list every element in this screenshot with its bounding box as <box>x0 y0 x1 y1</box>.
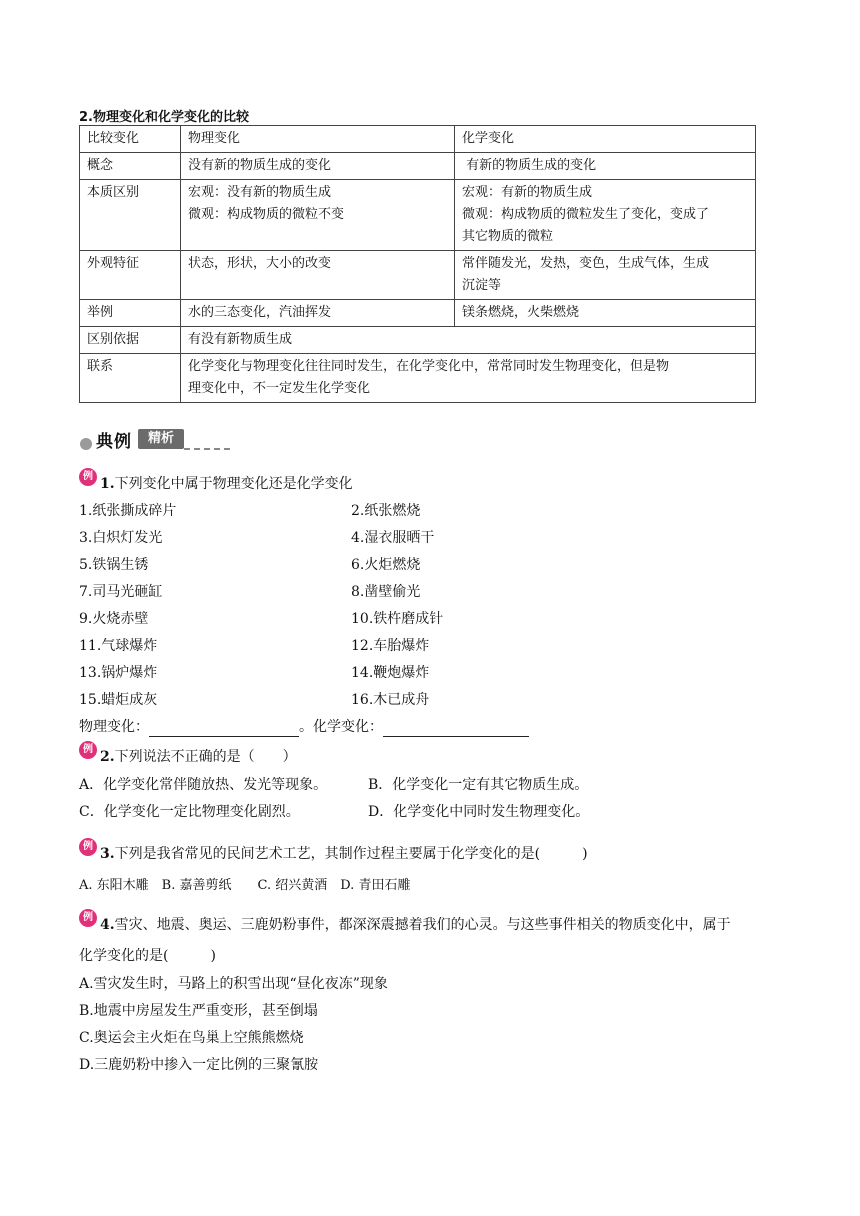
physical-cell <box>181 180 455 251</box>
q1-item: 11.气球爆炸 <box>79 638 158 654</box>
cell-line: 宏观：有新的物质生成 <box>462 185 593 200</box>
q1-item: 2.纸张燃烧 <box>351 503 421 519</box>
table-row <box>80 180 756 251</box>
q1-item: 1.纸张撕成碎片 <box>79 503 177 519</box>
q4-stem <box>100 915 731 935</box>
q4-option: D.三鹿奶粉中掺入一定比例的三聚氰胺 <box>79 1057 319 1073</box>
q4-option: B.地震中房屋发生严重变形，甚至倒塌 <box>79 1003 318 1019</box>
cell-line: 理变化中，不一定发生化学变化 <box>188 381 371 396</box>
q3-stem <box>100 844 588 864</box>
chemical-answer-blank[interactable] <box>383 722 529 737</box>
q3-number: 3. <box>100 846 115 862</box>
table-row <box>80 327 756 354</box>
q1-item: 16.木已成舟 <box>351 692 430 708</box>
q4-stem-cont: 化学变化的是( ) <box>79 948 216 964</box>
q1-answer-line <box>79 717 529 737</box>
example-badge-icon: 例 <box>79 741 97 759</box>
physical-cell: 水的三态变化，汽油挥发 <box>181 300 455 327</box>
q2-option: A．化学变化常伴随放热、发光等现象。 <box>79 777 328 793</box>
chemical-cell <box>455 153 756 180</box>
q1-item: 13.锅炉爆炸 <box>79 665 158 681</box>
q1-stem <box>100 474 353 494</box>
cell-line: 微观：构成物质的微粒发生了变化，变成了 <box>462 207 710 222</box>
q2-number: 2. <box>100 749 115 765</box>
cell-line: 沉淀等 <box>462 278 502 293</box>
chemical-cell: 镁条燃烧，火柴燃烧 <box>455 300 756 327</box>
example-badge-icon: 例 <box>79 909 97 927</box>
row-label: 本质区别 <box>80 180 181 251</box>
table-row <box>80 153 756 180</box>
table-row <box>80 300 756 327</box>
table-header: 物理变化 <box>181 126 455 153</box>
merged-cell: 有没有新物质生成 <box>181 327 756 354</box>
table-row <box>80 354 756 403</box>
q1-item: 15.蜡炬成灰 <box>79 692 158 708</box>
cell-line: 常伴随发光，发热，变色，生成气体，生成 <box>462 256 710 271</box>
table-header: 比较变化 <box>80 126 181 153</box>
example-badge-icon: 例 <box>79 468 97 486</box>
q1-item: 5.铁锅生锈 <box>79 557 149 573</box>
physical-answer-blank[interactable] <box>149 722 299 737</box>
q4-option: A.雪灾发生时，马路上的积雪出现“昼化夜冻”现象 <box>79 976 388 992</box>
q2-option: B．化学变化一定有其它物质生成。 <box>368 777 589 793</box>
banner-title: 典例 <box>96 432 132 452</box>
physical-cell: 没有新的物质生成的变化 <box>181 153 455 180</box>
answer-separator: 。 <box>299 719 313 735</box>
example-badge-icon: 例 <box>79 838 97 856</box>
chemical-text: 有新的物质生成的变化 <box>466 158 597 173</box>
q4-number: 4. <box>100 917 115 933</box>
q1-item: 3.白炽灯发光 <box>79 530 163 546</box>
q1-item: 14.鞭炮爆炸 <box>351 665 430 681</box>
cell-line: 其它物质的微粒 <box>462 229 554 244</box>
q2-stem <box>100 747 297 767</box>
q1-item: 6.火炬燃烧 <box>351 557 421 573</box>
chemical-cell <box>455 180 756 251</box>
q3-text: 下列是我省常见的民间艺术工艺，其制作过程主要属于化学变化的是( ) <box>114 846 588 862</box>
chemical-cell <box>455 251 756 300</box>
q2-text: 下列说法不正确的是（ ） <box>114 749 297 765</box>
chemical-answer-label: 化学变化： <box>313 719 383 735</box>
section-title: 2.物理变化和化学变化的比较 <box>79 110 249 125</box>
merged-cell <box>181 354 756 403</box>
q4-option: C.奥运会主火炬在鸟巢上空熊熊燃烧 <box>79 1030 304 1046</box>
q1-text: 下列变化中属于物理变化还是化学变化 <box>114 476 353 492</box>
banner-divider <box>184 448 230 450</box>
q1-item: 4.湿衣服晒干 <box>351 530 435 546</box>
table-header-row <box>80 126 756 153</box>
q3-options: A. 东阳木雕 B. 嘉善剪纸 C. 绍兴黄酒 D. 青田石雕 <box>79 878 411 893</box>
cell-line: 微观：构成物质的微粒不变 <box>188 207 345 222</box>
row-label: 区别依据 <box>80 327 181 354</box>
cell-line: 化学变化与物理变化往往同时发生，在化学变化中，常常同时发生物理变化，但是物 <box>188 359 670 374</box>
q1-item: 9.火烧赤壁 <box>79 611 149 627</box>
q1-item: 8.凿壁偷光 <box>351 584 421 600</box>
q1-number: 1. <box>100 476 115 492</box>
row-label: 概念 <box>80 153 181 180</box>
row-label: 外观特征 <box>80 251 181 300</box>
table-header: 化学变化 <box>455 126 756 153</box>
q1-item: 10.铁杵磨成针 <box>351 611 444 627</box>
q2-option: D．化学变化中同时发生物理变化。 <box>368 804 590 820</box>
cell-line: 宏观：没有新的物质生成 <box>188 185 332 200</box>
row-label: 举例 <box>80 300 181 327</box>
q4-text: 雪灾、地震、奥运、三鹿奶粉事件，都深深震撼着我们的心灵。与这些事件相关的物质变化中，属于 <box>114 917 731 933</box>
physical-cell: 状态，形状，大小的改变 <box>181 251 455 300</box>
row-label: 联系 <box>80 354 181 403</box>
table-row <box>80 251 756 300</box>
banner-stamp: 精析 <box>138 429 184 449</box>
q1-item: 12.车胎爆炸 <box>351 638 430 654</box>
physical-answer-label: 物理变化： <box>79 719 149 735</box>
q2-option: C．化学变化一定比物理变化剧烈。 <box>79 804 300 820</box>
banner-circle-icon <box>80 438 92 450</box>
comparison-table <box>79 125 756 403</box>
q1-item: 7.司马光砸缸 <box>79 584 163 600</box>
